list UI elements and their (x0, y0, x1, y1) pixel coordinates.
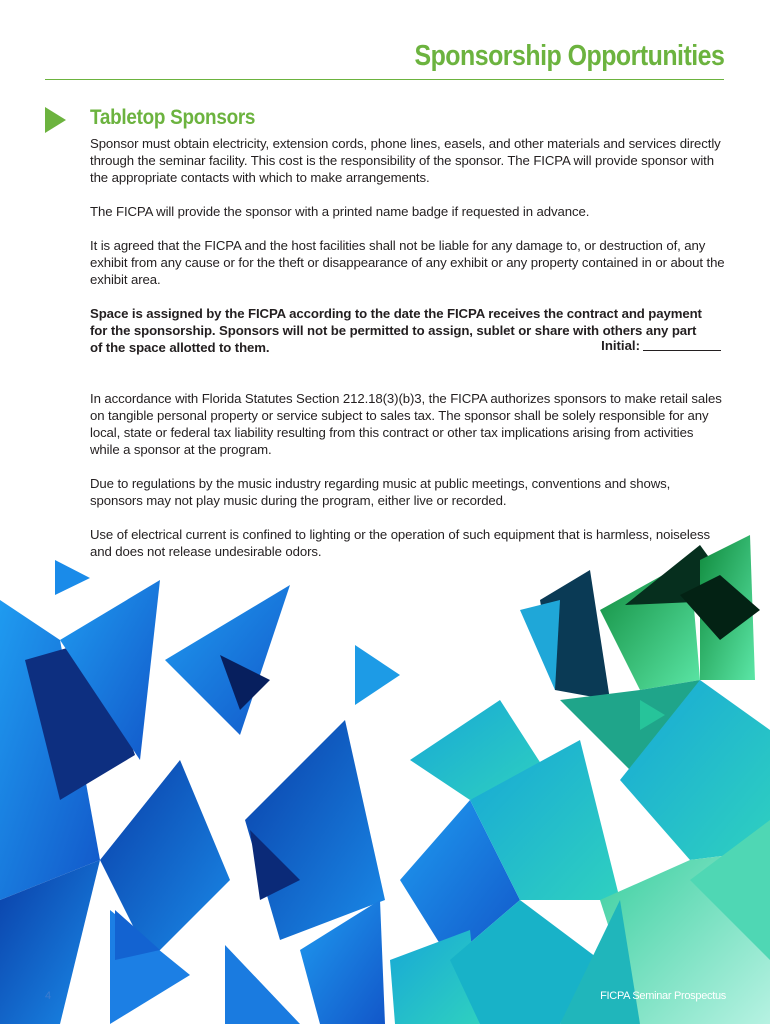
paragraph-music: Due to regulations by the music industry regarding music at public meetings, conventions and shows, sponsors may not play music during the program, either live or recorded. (90, 476, 671, 508)
publication-title: FICPA Seminar Prospectus (600, 990, 726, 1002)
section-heading: Tabletop Sponsors (90, 106, 256, 129)
paragraph-liability: It is agreed that the FICPA and the host facilities shall not be liable for any damage to, or destruction of, any exhibit from any cause or for the theft or disappearance of any exhibit or any property contained in or about the exhibit area. (90, 238, 725, 287)
paragraph-space-assignment: Space is assigned by the FICPA according to the date the FICPA receives the contract and payment for the sponsorship. Sponsors will not be permitted to assign, sublet or share with others any part of the space allotted to them. (90, 306, 702, 355)
paragraph-facility: Sponsor must obtain electricity, extension cords, phone lines, easels, and other materials and services directly through the seminar facility. This cost is the responsibility of the sponsor. The FICPA will provide sponsor with the appropriate contacts with which to make arrangements. (90, 136, 721, 185)
page-number: 4 (45, 990, 52, 1002)
paragraph-badge: The FICPA will provide the sponsor with a printed name badge if requested in advance. (90, 204, 590, 219)
page-title: Sponsorship Opportunities (414, 40, 724, 72)
paragraph-sales-tax: In accordance with Florida Statutes Section 212.18(3)(b)3, the FICPA authorizes sponsors to make retail sales on tangible personal property or service subject to sales tax. The sponsor shall be solely responsible for any local, state or federal tax liability resulting from this contract or other tax implications arising from activities while a sponsor at the program. (90, 391, 722, 457)
initial-label: Initial: (601, 338, 640, 353)
paragraph-electrical: Use of electrical current is confined to lighting or the operation of such equipment that is harmless, noiseless and does not release undesirable odors. (90, 527, 710, 559)
